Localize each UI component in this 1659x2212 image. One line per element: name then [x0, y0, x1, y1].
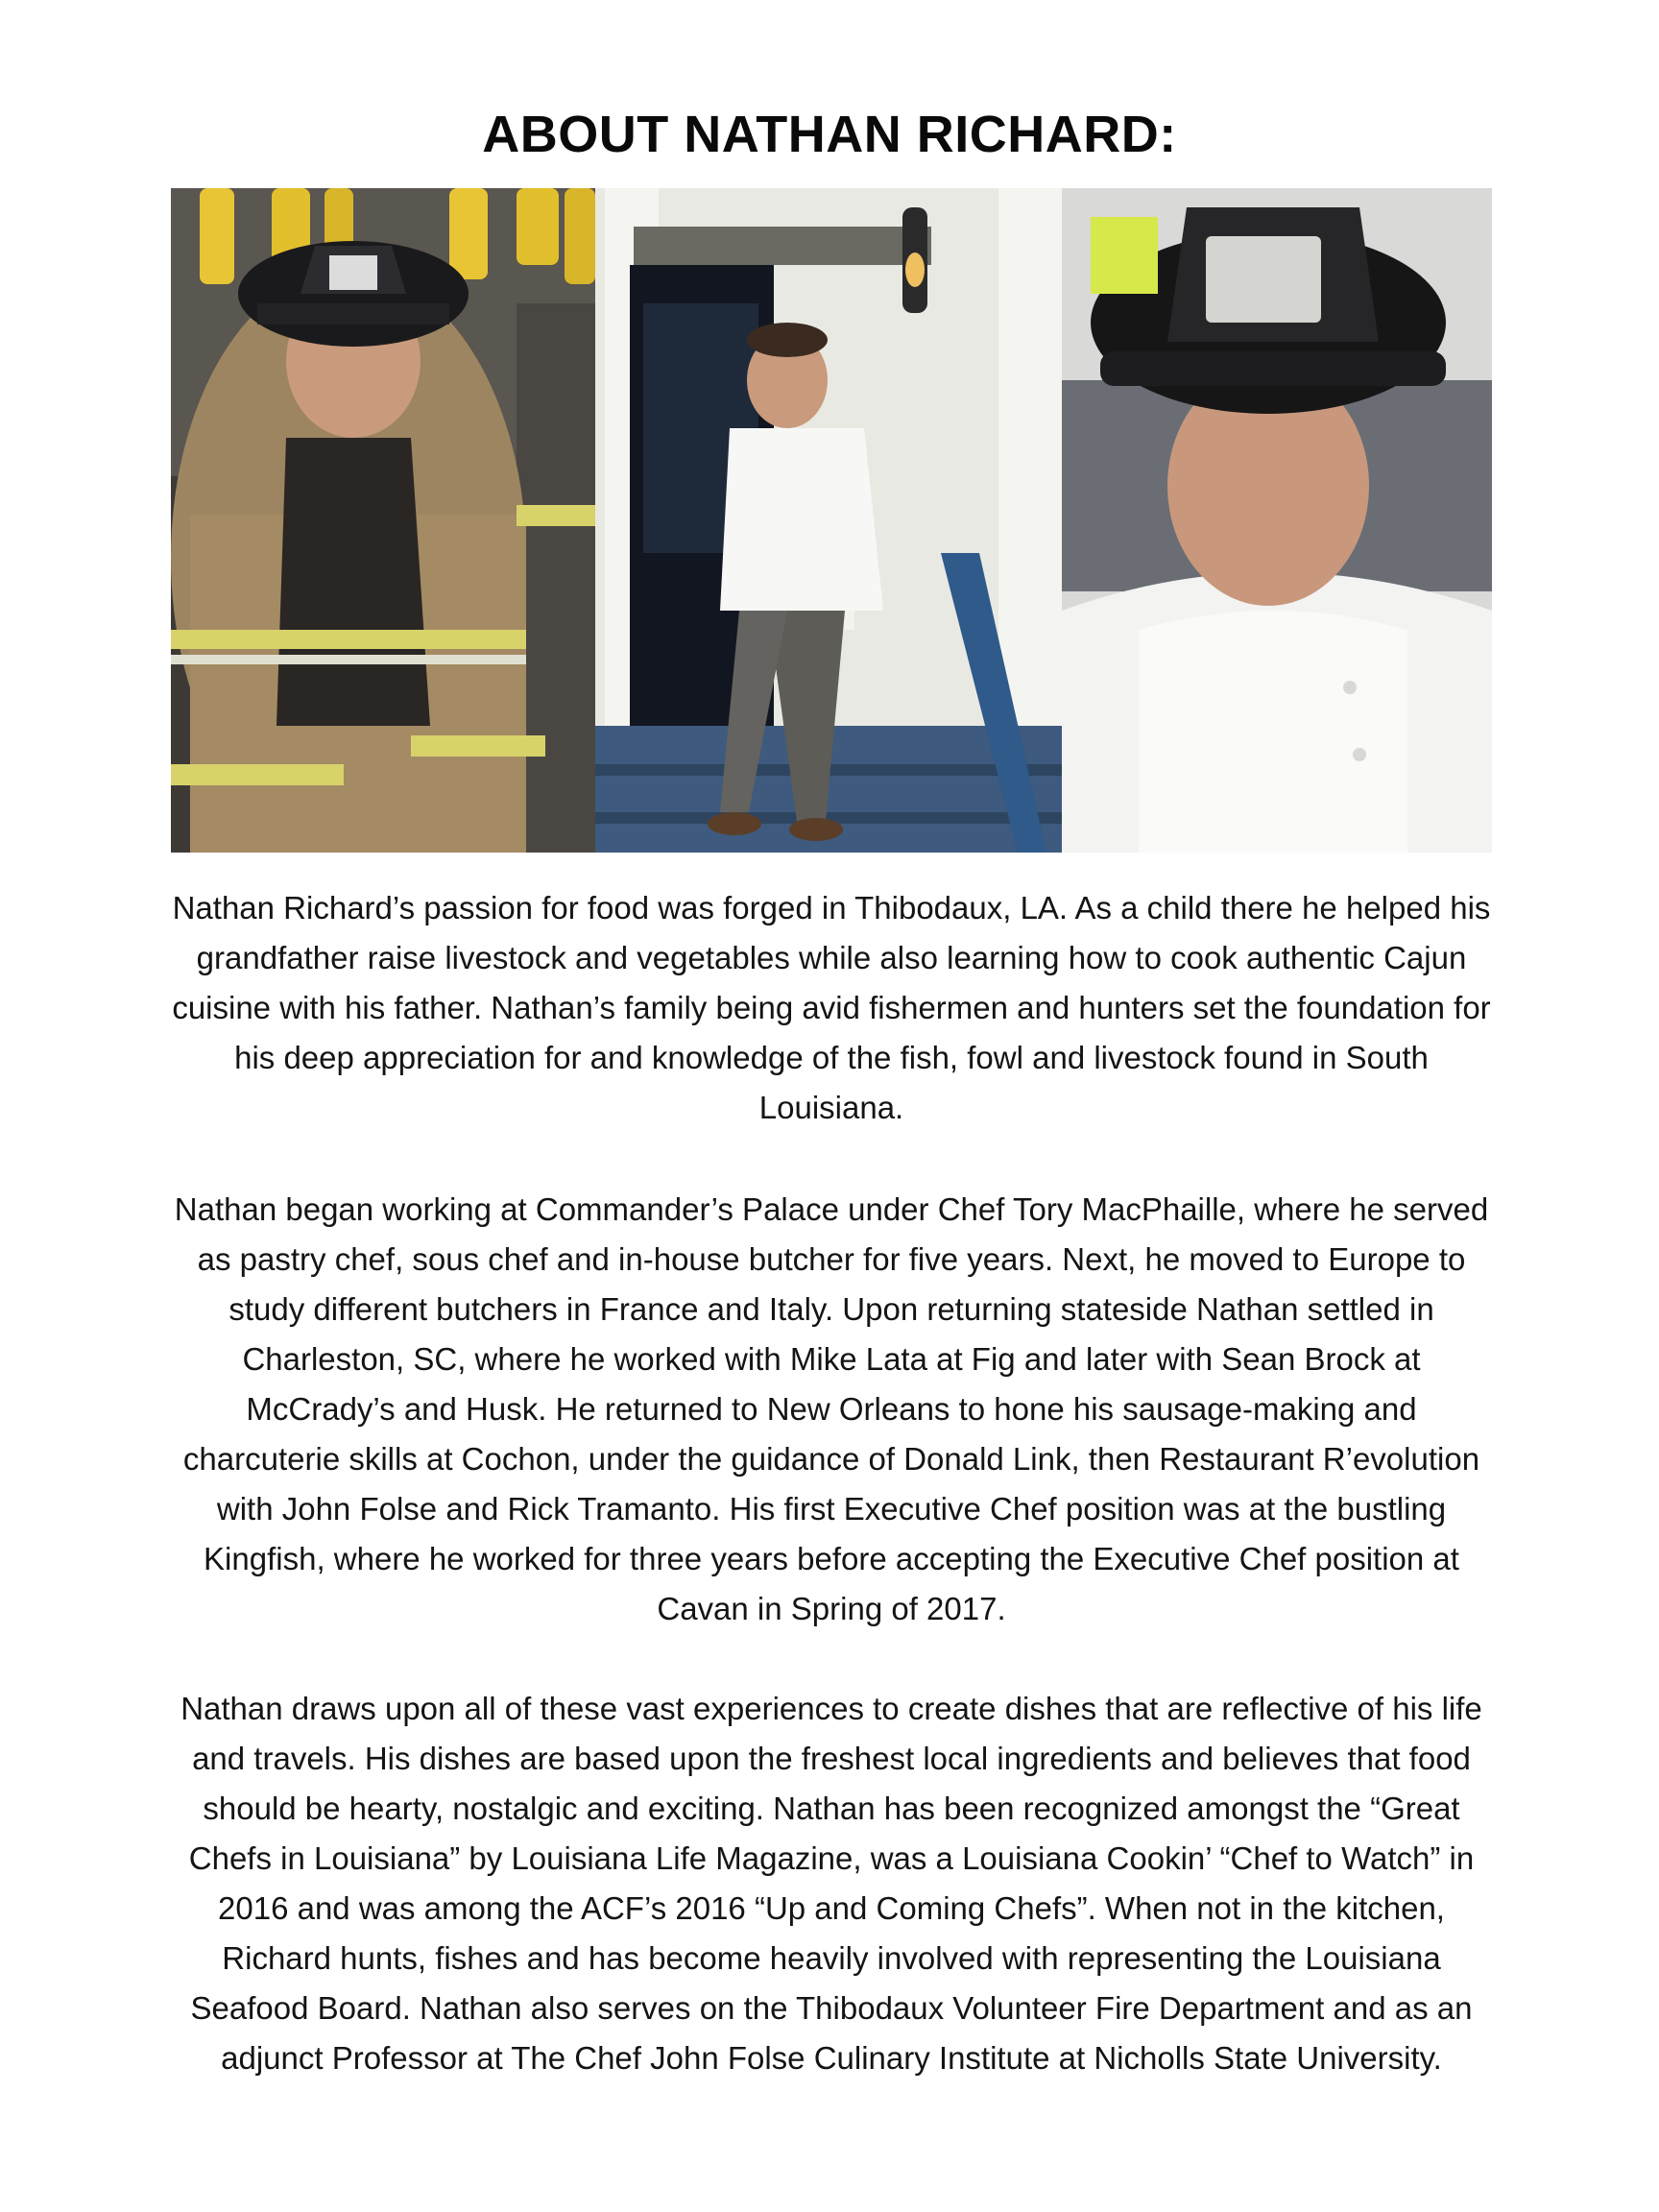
bio-paragraph-childhood: Nathan Richard’s passion for food was forged in Thibodaux, LA. As a child there he helped his grandfather raise livestock and vegetables while also learning how to cook authentic Cajun cuisine with his father. Nathan’s family being avid fishermen and hunters set the foundation for his deep appreciation for and knowledge of the fish, fowl and livestock found in South Louisiana.	[172, 890, 1491, 1125]
photo-chef-porch	[595, 188, 1062, 853]
photo-chef-porch-image	[595, 188, 1062, 853]
page-title: ABOUT NATHAN RICHARD:	[482, 106, 1177, 163]
photo-firefighter-gear-image	[171, 188, 595, 853]
photo-chef-helmet-portrait-image	[1062, 188, 1492, 853]
photo-firefighter-gear	[171, 188, 595, 853]
bio-paragraph-philosophy: Nathan draws upon all of these vast experiences to create dishes that are reflective of his life and travels. His dishes are based upon the freshest local ingredients and believes that food should be hearty, nostalgic and exciting. Nathan has been recognized amongst the “Great Chefs in Louisiana” by Louisiana Life Magazine, was a Louisiana Cookin’ “Chef to Watch” in 2016 and was among the ACF’s 2016 “Up and Coming Chefs”. When not in the kitchen, Richard hunts, fishes and has become heavily involved with representing the Louisiana Seafood Board. Nathan also serves on the Thibodaux Volunteer Fire Department and as an adjunct Professor at The Chef John Folse Culinary Institute at Nicholls State University.	[180, 1691, 1482, 2076]
photo-strip	[171, 188, 1492, 853]
bio-paragraph-career: Nathan began working at Commander’s Palace under Chef Tory MacPhaille, where he served as pastry chef, sous chef and in-house butcher for five years. Next, he moved to Europe to study different butchers in France and Italy. Upon returning stateside Nathan settled in Charleston, SC, where he worked with Mike Lata at Fig and later with Sean Brock at McCrady’s and Husk. He returned to New Orleans to hone his sausage-making and charcuterie skills at Cochon, under the guidance of Donald Link, then Restaurant R’evolution with John Folse and Rick Tramanto. His first Executive Chef position was at the bustling Kingfish, where he worked for three years before accepting the Executive Chef position at Cavan in Spring of 2017.	[174, 1191, 1489, 1626]
photo-chef-helmet-portrait	[1062, 188, 1492, 853]
